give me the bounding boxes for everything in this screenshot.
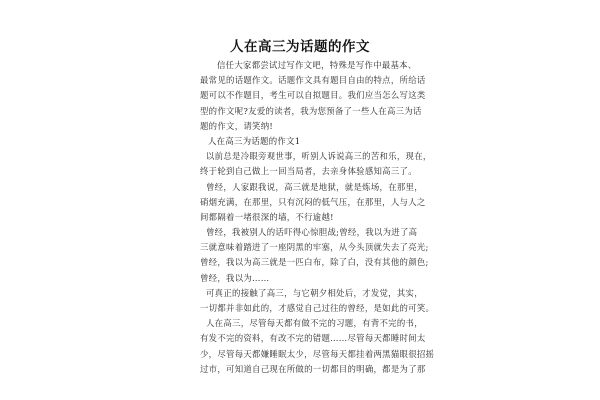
paragraph-line: 曾经，我以为高三就是一匹白布，除了白，没有其他的颜色; — [200, 257, 429, 268]
paragraph-line: 型的作文呢?友爱的读者，我为您预备了一些人在高三为话 — [200, 105, 422, 116]
paragraph-line: 有发不完的资料，有改不完的错题……尽管每天都睡时间太 — [200, 333, 426, 344]
paragraph-line: 最常见的话题作文。话题作文具有题目自由的特点，所给话 — [200, 75, 426, 86]
document-title: 人在高三为话题的作文 — [230, 39, 370, 55]
section-heading: 人在高三为话题的作文1 — [208, 135, 301, 146]
paragraph-line: 信任大家都尝试过写作文吧，特殊是写作中最基本、 — [217, 60, 417, 70]
paragraph-line: 终于轮到自己做上一回当局者，去亲身体验感知高三了。 — [200, 166, 417, 177]
paragraph-line: 曾经，人家跟我说，高三就是地狱，就是炼场，在那里， — [206, 181, 423, 192]
paragraph-line: 曾经，我以为…… — [200, 272, 270, 283]
paragraph-line: 题的作文，请笑纳! — [200, 120, 274, 131]
paragraph-line: 曾经，我被别人的话吓得心惊胆战;曾经，我以为进了高 — [206, 227, 418, 238]
paragraph-line: 人在高三，尽管每天都有做不完的习题，有背不完的书， — [206, 318, 423, 329]
document-body — [200, 58, 435, 377]
paragraph-line: 过市，可知道自己现在所做的一切都目的明确，都是为了那 — [200, 363, 426, 374]
paragraph-line: 题可以不作题目，考生可以自拟题目。我们应当怎么写这类 — [200, 90, 426, 101]
paragraph-line: 以前总是冷眼旁观世事，听别人诉说高三的苦和乐，现在， — [206, 151, 432, 162]
paragraph-line: 三就意味着踏进了一座阴黑的牢塞，从今头顶就失去了亮光; — [200, 242, 429, 253]
paragraph-line: 少，尽管每天都嫌睡眠太少，尽管每天都挂着两黑猫眼很招摇 — [200, 348, 435, 359]
paragraph-line: 可真正的接触了高三，与它朝夕相处后，才发觉，其实， — [206, 287, 423, 298]
paragraph-line: 间都隔着一堵很深的墙，不行逾越! — [200, 211, 334, 222]
paragraph-line: 硝烟充满，在那里，只有沉闷的低气压，在那里，人与人之 — [200, 196, 426, 207]
paragraph-line: 一切都并非如此的，才感觉自己过往的曾经，是如此的可笑。 — [200, 303, 435, 313]
